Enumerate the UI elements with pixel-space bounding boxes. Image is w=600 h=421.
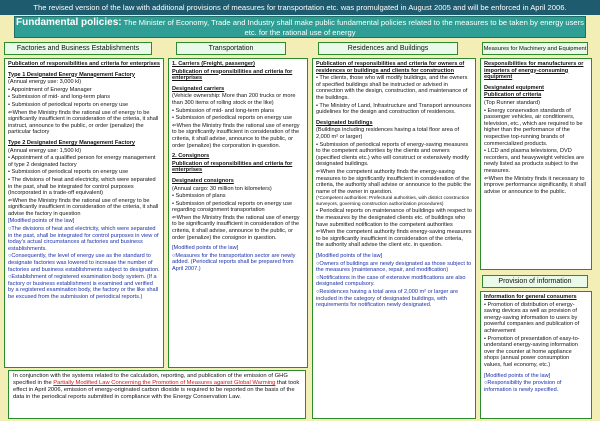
residences-line: (Buildings including residences having a total floor area of 2,000 m² or larger) <box>316 127 460 140</box>
ghg-note-text-2: that took effect in April 2006, emission of energy-originated carbon dioxide is required to be reported on the basis of the data in the periodical reports submitted in compliance with the Energy Conservation Law. <box>13 380 300 400</box>
residences-column <box>312 58 476 419</box>
residences-line: ○Notifications in the case of extensive modifications are also designated compulsory. <box>316 274 466 288</box>
residences-line: ⇐When the competent authority finds the energy-saving measures to be significantly insufficient in consideration of the criteria, the authority shall advise or announce to the public the name of the owner in question. <box>316 168 472 195</box>
factories-line: ⇐When the Ministry finds the rational use of energy to be significantly insufficient in consideration of the criteria, it shall advise the factory in question <box>8 197 159 217</box>
provision-header: Provision of information <box>482 275 588 288</box>
transport-line: 2. Consignors <box>172 153 210 160</box>
residences-line: Publication of responsibilities and criteria for owners of residences or buildings and clients for construction <box>316 61 465 74</box>
factories-line: ⇐When the Ministry finds the rational use of energy to be significantly insufficient in consideration of the criteria, it shall instruct, announce to the public, or order (penalize) the particular factory <box>8 109 159 136</box>
factories-line: Type 1 Designated Energy Management Factory <box>8 71 136 78</box>
transport-column <box>168 58 308 368</box>
factories-line: (Annual energy use: 1,500 kl) <box>8 147 82 154</box>
fundamental-policies-box <box>14 16 586 38</box>
machinery-header: Measures for Machinery and Equipment <box>482 42 588 55</box>
factories-line: • Appointment of a qualified person for energy management of type 2 designated factory <box>8 155 156 168</box>
transport-line: • Submission of mid- and long-term plans <box>172 107 275 114</box>
transport-line: (Annual cargo: 30 million ton kilometers) <box>172 185 272 192</box>
machinery-line: Designated equipment <box>484 84 544 91</box>
factories-line: • Submission of periodical reports on energy use <box>8 101 129 108</box>
residences-line: (*Competent authorities: Prefectural authorities, with district construction surveyors, governing construction authorization procedures) <box>316 196 470 207</box>
provision-line: • Promotion of distribution of energy-saving devices as well as provision of energy-saving information to users by powerful companies and publication of achievement <box>484 301 580 334</box>
residences-line: [Modified points of the law] <box>316 253 383 260</box>
factories-line: Publication of responsibilities and criteria for enterprises <box>8 61 161 67</box>
provision-line: ○Responsibility the provision of information is newly specified. <box>484 380 562 393</box>
transport-line: [Modified points of the law] <box>172 245 239 252</box>
machinery-line: (Top Runner standard) <box>484 99 540 106</box>
transport-line: • Submission of periodical reports on energy use regarding consignment transportation <box>172 200 293 214</box>
machinery-line: • Energy conservation standards of passenger vehicles, air conditioners, television, etc., which are required to be higher than the performance of the respective top-running brands of commercialized products. <box>484 107 583 147</box>
factories-header: Factories and Business Establishments <box>4 42 152 55</box>
transport-line: Publication of responsibilities and criteria for enterprises <box>172 68 293 82</box>
transport-line: ⇐When the Ministry finds the rational use of energy to be significantly insufficient in consideration of the criteria, it shall advise, announce to the public, or order (penalize) the corporation in question. <box>172 122 300 149</box>
transport-line: Designated carriers <box>172 85 225 92</box>
residences-header: Residences and Buildings <box>318 42 458 55</box>
factories-line: Type 2 Designated Energy Management Factory <box>8 139 136 146</box>
provision-line: Information for general consumers <box>484 294 577 300</box>
transport-line: • Submission of plans <box>172 193 226 200</box>
factories-line: • Submission of periodical reports on energy use <box>8 169 129 176</box>
machinery-line: ⇐When the Ministry finds it necessary to improve performance significantly, it shall advise or announce to the public. <box>484 175 586 195</box>
machinery-line: Publication of criteria <box>484 92 542 99</box>
transport-header: Transportation <box>176 42 286 55</box>
factories-line: • The divisions of heat and electricity, which were separated in the past, shall be integrated for control purposes (Incorporated in a trade-off equivalent) <box>8 176 156 197</box>
residences-line: Designated buildings <box>316 119 373 126</box>
transport-line: Designated consignors <box>172 177 234 184</box>
residences-line: • Periodical reports on maintenance of buildings with respect to the measures by the designated clients etc. of buildings who have submitted notification to the competent authorities <box>316 208 472 228</box>
ghg-note-law-name: Partially Modified Law Concerning the Promotion of Measures against Global Warming <box>53 380 276 386</box>
provision-line: [Modified points of the law] <box>484 372 551 379</box>
residences-line: • The clients, those who will modify buildings, and the owners of specified buildings shall be instructed or advised in connection with the design, construction, and maintenance of the buildings. <box>316 75 468 101</box>
transport-line: ○Measures for the transportation sector are newly added. (Periodical reports shall be prepared from April 2007.) <box>172 252 296 273</box>
residences-line: ○Residences having a total area of 2,000 m² or larger are included in the category of designated buildings, with requirements for notification newly designated. <box>316 289 459 309</box>
transport-line: 1. Carriers (Freight, passenger) <box>172 61 256 67</box>
factories-line: • Appointment of Energy Manager <box>8 86 92 93</box>
ghg-note-text-1: In conjunction with the systems related to the calculation, reporting, and publication of the emission of GHG specified in the <box>13 373 288 386</box>
factories-column <box>4 58 164 368</box>
transport-line: ⇐When the Ministry finds the rational use of energy to be significantly insufficient in consideration of the criteria, it shall advise, announce to the public, or order (penalize) the consignor in question. <box>172 214 300 241</box>
factories-line: ○The divisions of heat and electricity, which were separated in the past, shall be integrated for control purposes in view of today's actual circumstances at factories and business establishments. <box>8 226 159 252</box>
residences-line: • The Ministry of Land, Infrastructure and Transport announces guidelines for the design and construction of residences. <box>316 102 472 116</box>
provision-line: • Promotion of presentation of easy-to-understand energy-saving information over the counter at home appliance shops (annual power consumption values, fuel economy, etc.) <box>484 335 580 368</box>
factories-line: ○Establishment of registered examination body system. (If a factory or business establishment is examined and verified by a registered examination body, the factory or the like shall be excused from the submission of periodical reports.) <box>8 274 159 300</box>
machinery-line: • LCD and plasma televisions, DVD recorders, and heavyweight vehicles are newly listed as products subject to the measures. <box>484 148 585 174</box>
residences-line: ⇐When the competent authority finds energy-saving measures to be significantly insufficient in consideration of the criteria, the authority shall advise the client etc. in question. <box>316 229 472 249</box>
transport-line: • Submission of periodical reports on energy use <box>172 115 293 122</box>
factories-line: [Modified points of the law] <box>8 218 75 225</box>
ghg-note <box>8 370 306 419</box>
machinery-line: Responsibilities for manufacturers or importers of energy-consuming equipment <box>484 61 584 81</box>
policy-text: The Minister of Economy, Trade and Industry shall make public fundamental policies related to the measures to be taken by energy users etc. for the rational use of energy <box>123 18 584 37</box>
policy-title: Fundamental policies: <box>16 17 122 28</box>
factories-line: • Submission of mid- and long-term plans <box>8 94 111 101</box>
provision-column <box>480 291 592 419</box>
residences-line: • Submission of periodical reports of energy-saving measures to the competent authorities by the clients and owners (specified clients etc.) who will construct or extensively modify designated buildings. <box>316 141 469 168</box>
residences-line: ○Owners of buildings are newly designated as those subject to the measures (maintenance, repair, and modification) <box>316 260 472 274</box>
machinery-column <box>480 58 592 270</box>
transport-line: Publication of responsibilities and criteria for enterprises <box>172 160 293 174</box>
factories-line: (Annual energy use: 3,000 kl) <box>8 79 82 86</box>
top-banner: The revised version of the law with additional provisions of measures for transportation etc. was promulgated in August 2005 and will be enforced in April 2006. <box>0 0 600 15</box>
transport-line: (Vehicle ownership: More than 200 trucks or more than 300 items of rolling stock or the like) <box>172 93 296 106</box>
factories-line: ○Consequently, the level of energy use as the standard to designate factories was lowered to increase the number of factories and business establishments subject to designation. <box>8 253 160 273</box>
